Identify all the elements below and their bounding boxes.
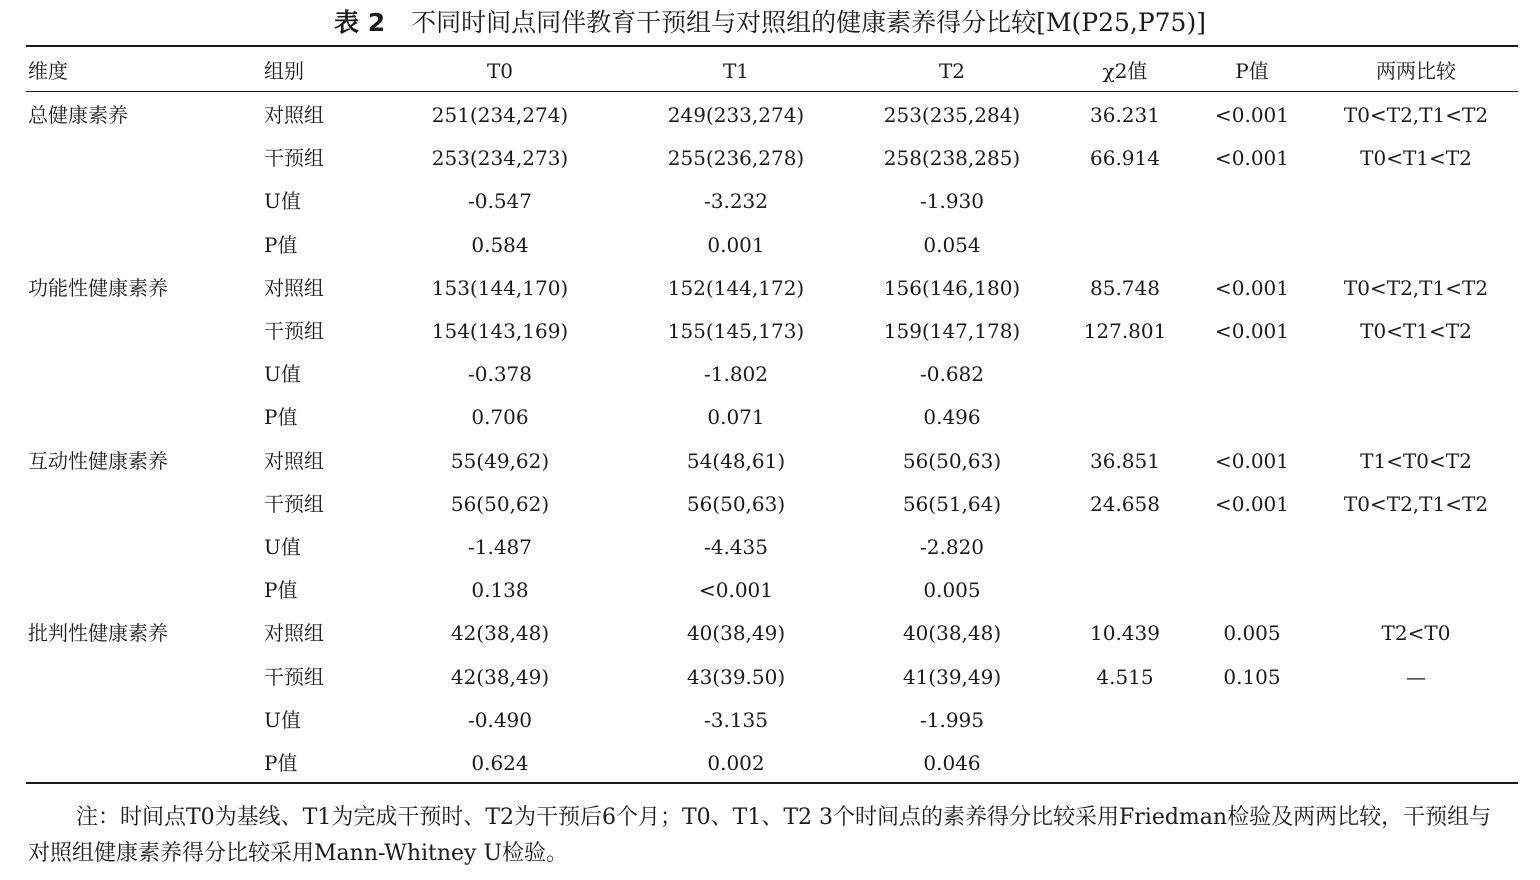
t2-cell: 253(235,284): [883, 103, 1021, 127]
t2-cell: -1.995: [919, 707, 984, 732]
pairwise-cell: [1316, 225, 1516, 265]
t2-cell: 0.054: [923, 232, 981, 257]
t1-cell: 43(39.50): [686, 664, 786, 689]
group-cell: 干预组: [264, 664, 324, 689]
table-row: [0, 700, 1540, 740]
table-title: [0, 6, 1540, 40]
group-cell: 对照组: [264, 275, 324, 300]
t0-cell: 42(38,49): [450, 664, 550, 689]
header-t2: T2: [938, 59, 966, 83]
t0-cell: 56(50,62): [450, 491, 550, 516]
p-cell: <0.001: [1214, 275, 1289, 300]
header-t0: T0: [486, 59, 514, 83]
t0-cell: 0.706: [471, 405, 529, 430]
bottom-rule: [26, 782, 1518, 784]
chi2-cell: 4.515: [1096, 664, 1154, 689]
chi2-cell: 127.801: [1083, 319, 1167, 343]
t1-cell: 56(50,63): [686, 491, 786, 516]
p-cell: <0.001: [1214, 319, 1289, 343]
group-cell: 对照组: [264, 448, 324, 473]
group-cell: 对照组: [264, 103, 324, 127]
t0-cell: 153(144,170): [431, 275, 569, 300]
table-number: 表 2: [334, 8, 386, 37]
p-cell: [1172, 397, 1332, 437]
pairwise-cell: —: [1406, 664, 1426, 689]
group-cell: U值: [264, 189, 301, 214]
t2-cell: 56(50,63): [902, 448, 1002, 473]
p-cell: [1172, 181, 1332, 221]
t1-cell: -3.232: [703, 189, 768, 214]
t1-cell: 155(145,173): [667, 319, 805, 343]
t0-cell: 42(38,48): [450, 621, 550, 646]
dimension-cell: 互动性健康素养: [28, 448, 168, 473]
p-cell: 0.105: [1223, 664, 1281, 689]
t2-cell: 0.005: [923, 578, 981, 603]
t2-cell: -1.930: [919, 189, 984, 214]
t0-cell: 0.624: [471, 751, 529, 775]
t1-cell: -3.135: [703, 707, 768, 732]
p-cell: <0.001: [1214, 103, 1289, 127]
group-cell: U值: [264, 362, 301, 387]
p-cell: <0.001: [1214, 448, 1289, 473]
t0-cell: -0.490: [467, 707, 532, 732]
header-p: P值: [1235, 59, 1269, 83]
table-row: [0, 527, 1540, 567]
t0-cell: 253(234,273): [431, 146, 569, 171]
table-caption: 不同时间点同伴教育干预组与对照组的健康素养得分比较[M(P25,P75)]: [411, 8, 1206, 37]
pairwise-cell: T0<T1<T2: [1360, 146, 1472, 171]
p-cell: <0.001: [1214, 491, 1289, 516]
pairwise-cell: [1316, 397, 1516, 437]
table-row: [0, 311, 1540, 351]
group-cell: P值: [264, 578, 298, 603]
t1-cell: 0.071: [707, 405, 765, 430]
pairwise-cell: [1316, 527, 1516, 567]
dimension-cell: 总健康素养: [28, 103, 128, 127]
t2-cell: -2.820: [919, 535, 984, 559]
t2-cell: 0.046: [923, 751, 981, 775]
pairwise-cell: T0<T2,T1<T2: [1343, 275, 1489, 300]
t0-cell: 251(234,274): [431, 103, 569, 127]
t1-cell: 255(236,278): [667, 146, 805, 171]
table-row: [0, 484, 1540, 524]
pairwise-cell: T2<T0: [1381, 621, 1451, 646]
t1-cell: 0.002: [707, 751, 765, 775]
header-dimension: 维度: [28, 59, 68, 83]
table-row: [0, 613, 1540, 653]
p-cell: [1172, 700, 1332, 740]
t0-cell: -0.547: [467, 189, 532, 214]
chi2-cell: 10.439: [1090, 621, 1160, 646]
pairwise-cell: [1316, 743, 1516, 783]
pairwise-cell: [1316, 181, 1516, 221]
p-cell: 0.005: [1223, 621, 1281, 646]
table-row: [0, 181, 1540, 221]
t0-cell: -0.378: [467, 362, 532, 387]
group-cell: P值: [264, 405, 298, 430]
group-cell: P值: [264, 751, 298, 775]
header-t1: T1: [722, 59, 750, 83]
t0-cell: 0.138: [471, 578, 529, 603]
pairwise-cell: [1316, 570, 1516, 610]
header-chi2: χ2值: [1102, 59, 1148, 83]
t2-cell: 0.496: [923, 405, 981, 430]
p-cell: [1172, 570, 1332, 610]
header-pairwise: 两两比较: [1376, 59, 1456, 83]
t1-cell: 152(144,172): [667, 275, 805, 300]
table-row: [0, 225, 1540, 265]
table-row: [0, 95, 1540, 135]
table-row: [0, 743, 1540, 783]
t0-cell: 0.584: [471, 232, 529, 257]
pairwise-cell: T0<T2,T1<T2: [1343, 103, 1489, 127]
t0-cell: 154(143,169): [431, 319, 569, 343]
table-row: [0, 570, 1540, 610]
dimension-cell: 功能性健康素养: [28, 275, 168, 300]
pairwise-cell: [1316, 354, 1516, 394]
table-row: [0, 138, 1540, 178]
t1-cell: 0.001: [707, 232, 765, 257]
chi2-cell: 85.748: [1090, 275, 1160, 300]
t1-cell: 249(233,274): [667, 103, 805, 127]
pairwise-cell: T0<T2,T1<T2: [1343, 491, 1489, 516]
t2-cell: 159(147,178): [883, 319, 1021, 343]
group-cell: 干预组: [264, 146, 324, 171]
top-rule: [26, 45, 1518, 47]
t0-cell: -1.487: [467, 535, 532, 559]
t1-cell: 54(48,61): [686, 448, 786, 473]
p-cell: <0.001: [1214, 146, 1289, 171]
group-cell: P值: [264, 232, 298, 257]
t1-cell: -1.802: [703, 362, 768, 387]
p-cell: [1172, 354, 1332, 394]
table-row: [0, 354, 1540, 394]
t1-cell: <0.001: [698, 578, 773, 603]
t2-cell: 41(39,49): [902, 664, 1002, 689]
p-cell: [1172, 743, 1332, 783]
table-note: 注：时间点T0为基线、T1为完成干预时、T2为干预后6个月；T0、T1、T2 3个时间点的素养得分比较采用Friedman检验及两两比较，干预组与对照组健康素养得分比较采用Mann-Whitney U检验。: [28, 805, 1492, 866]
p-cell: [1172, 527, 1332, 567]
pairwise-cell: T1<T0<T2: [1360, 448, 1472, 473]
pairwise-cell: [1316, 700, 1516, 740]
t2-cell: 40(38,48): [902, 621, 1002, 646]
group-cell: 干预组: [264, 491, 324, 516]
chi2-cell: 66.914: [1090, 146, 1160, 171]
header-group: 组别: [264, 59, 304, 83]
t1-cell: 40(38,49): [686, 621, 786, 646]
t2-cell: 258(238,285): [883, 146, 1021, 171]
table-row: [0, 268, 1540, 308]
t2-cell: 156(146,180): [883, 275, 1021, 300]
pairwise-cell: T0<T1<T2: [1360, 319, 1472, 343]
dimension-cell: 批判性健康素养: [28, 621, 168, 646]
p-cell: [1172, 225, 1332, 265]
group-cell: U值: [264, 535, 301, 559]
table-row: [0, 397, 1540, 437]
header-rule: [26, 91, 1518, 92]
t1-cell: -4.435: [703, 535, 768, 559]
chi2-cell: 24.658: [1090, 491, 1160, 516]
group-cell: 干预组: [264, 319, 324, 343]
table-row: [0, 657, 1540, 697]
table-header: [0, 51, 1540, 91]
t0-cell: 55(49,62): [450, 448, 550, 473]
chi2-cell: 36.231: [1090, 103, 1160, 127]
chi2-cell: 36.851: [1090, 448, 1160, 473]
group-cell: 对照组: [264, 621, 324, 646]
t2-cell: -0.682: [919, 362, 984, 387]
t2-cell: 56(51,64): [902, 491, 1002, 516]
table-row: [0, 441, 1540, 481]
group-cell: U值: [264, 707, 301, 732]
